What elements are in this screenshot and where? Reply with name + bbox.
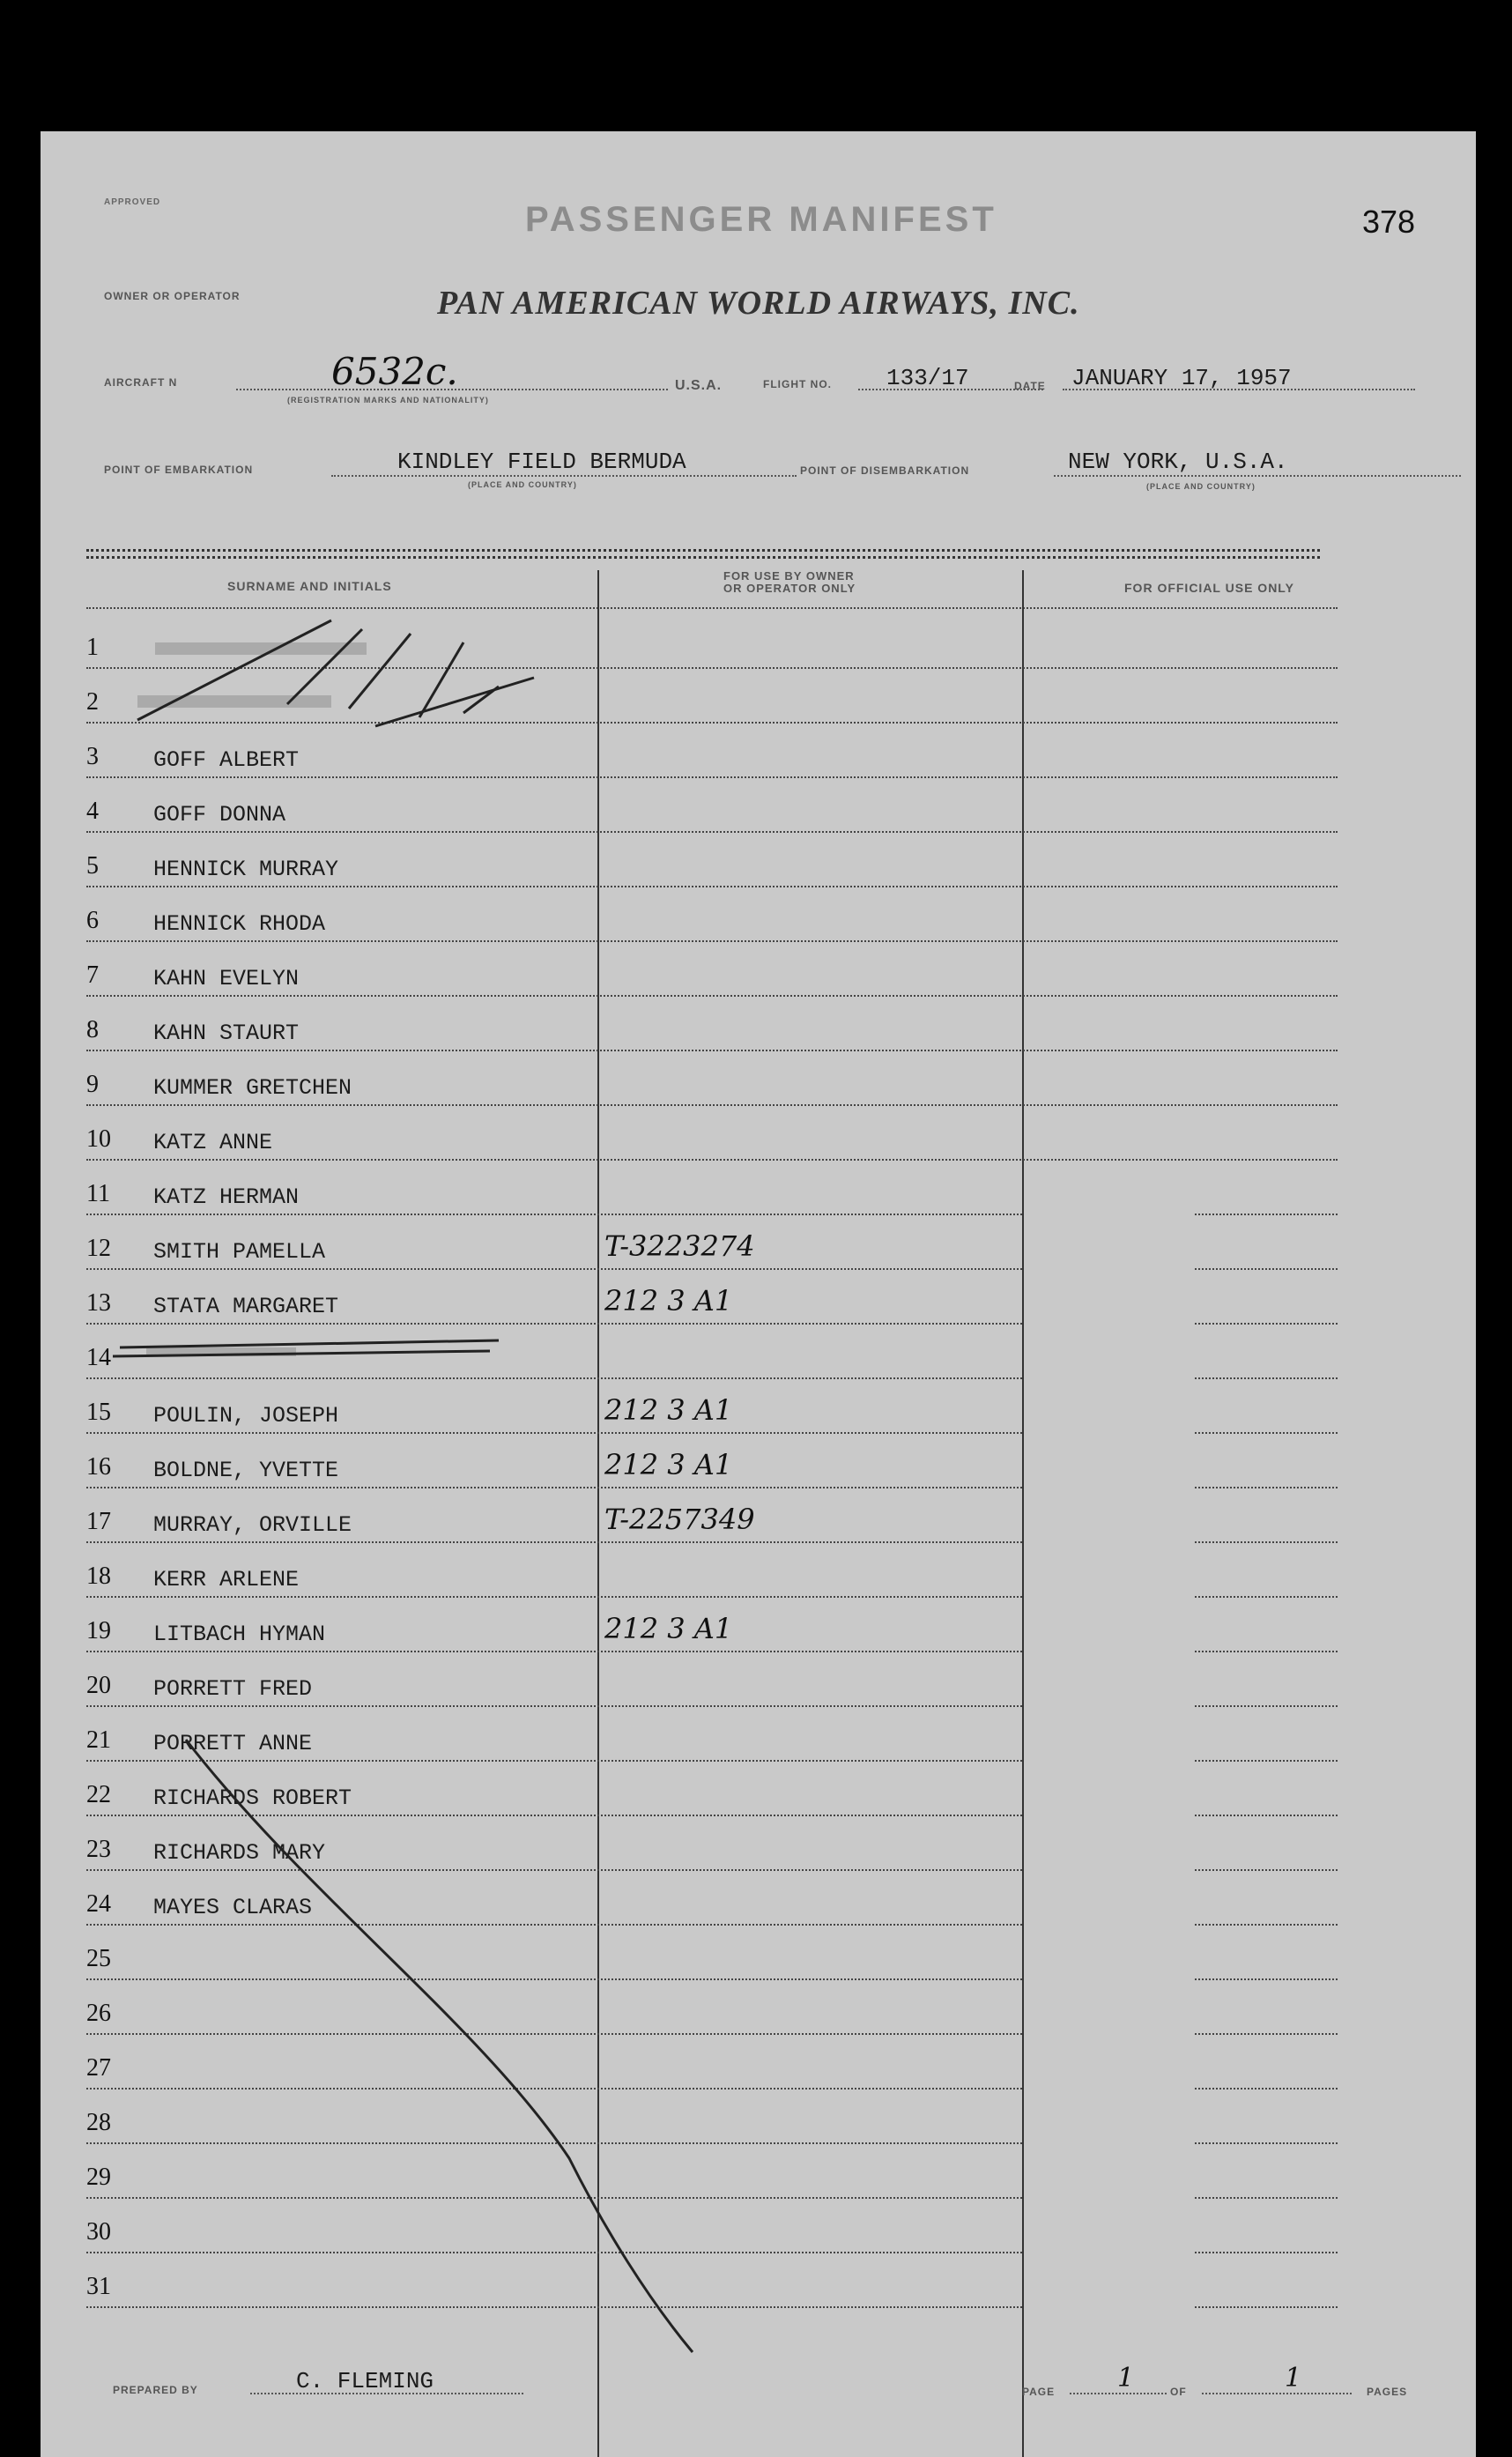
owner-use-code: 212 3 A1 [604, 1612, 733, 1645]
column-owner-use-1: FOR USE BY OWNER [723, 569, 855, 583]
row-number: 3 [86, 743, 99, 770]
row-number: 12 [86, 1235, 111, 1262]
passenger-name: KERR ARLENE [153, 1567, 300, 1592]
passenger-name: RICHARDS ROBERT [153, 1785, 352, 1811]
passenger-name: SMITH PAMELLA [153, 1239, 326, 1265]
row-number: 26 [86, 2000, 111, 2027]
passenger-name: GOFF DONNA [153, 802, 286, 828]
passenger-name: POULIN, JOSEPH [153, 1403, 339, 1429]
passenger-name: GOFF ALBERT [153, 747, 300, 773]
row-number: 25 [86, 1945, 111, 1972]
owner-use-code: T-3223274 [604, 1229, 755, 1263]
passenger-name: KATZ HERMAN [153, 1184, 300, 1210]
pen-marks [41, 131, 1476, 2457]
embark-value: KINDLEY FIELD BERMUDA [397, 449, 686, 475]
flight-label: FLIGHT NO. [763, 378, 832, 390]
prepared-value: C. FLEMING [296, 2368, 434, 2394]
prepared-label: PREPARED BY [113, 2384, 198, 2396]
row-number: 1 [86, 634, 99, 661]
page-number: 378 [1362, 204, 1416, 240]
row-number: 11 [86, 1180, 110, 1207]
page-label: PAGE [1022, 2386, 1056, 2398]
row-number: 27 [86, 2054, 111, 2082]
passenger-name: RICHARDS MARY [153, 1840, 326, 1866]
passenger-name: HENNICK RHODA [153, 911, 326, 937]
pages-label: PAGES [1367, 2386, 1408, 2398]
row-number: 10 [86, 1125, 111, 1153]
row-number: 2 [86, 688, 99, 716]
passenger-name: MAYES CLARAS [153, 1895, 313, 1920]
date-value: JANUARY 17, 1957 [1071, 365, 1292, 391]
row-number: 23 [86, 1836, 111, 1863]
row-number: 8 [86, 1016, 99, 1043]
aircraft-label: AIRCRAFT N [104, 376, 178, 389]
manifest-sheet [41, 131, 1476, 2457]
row-number: 14 [86, 1344, 111, 1371]
disembark-caption: (PLACE AND COUNTRY) [1146, 482, 1256, 491]
row-number: 29 [86, 2164, 111, 2191]
passenger-name: LITBACH HYMAN [153, 1622, 326, 1647]
row-number: 30 [86, 2218, 111, 2245]
row-number: 22 [86, 1781, 111, 1808]
column-surname: SURNAME AND INITIALS [227, 579, 392, 593]
flight-value: 133/17 [886, 365, 969, 391]
owner-use-code: 212 3 A1 [604, 1393, 733, 1427]
owner-use-code: T-2257349 [604, 1503, 755, 1536]
page-value: 1 [1117, 2363, 1135, 2394]
row-number: 15 [86, 1399, 111, 1426]
disembark-value: NEW YORK, U.S.A. [1068, 449, 1288, 475]
row-number: 5 [86, 852, 99, 880]
passenger-name: BOLDNE, YVETTE [153, 1458, 339, 1483]
passenger-name: PORRETT FRED [153, 1676, 313, 1702]
form-title: PASSENGER MANIFEST [525, 200, 997, 239]
date-label: DATE [1014, 380, 1046, 392]
passenger-name: PORRETT ANNE [153, 1731, 313, 1756]
of-line [1202, 2393, 1352, 2394]
passenger-name: KAHN STAURT [153, 1021, 300, 1046]
passenger-name: HENNICK MURRAY [153, 857, 339, 882]
column-owner-use-2: OR OPERATOR ONLY [723, 582, 856, 595]
of-value: 1 [1285, 2363, 1302, 2394]
row-number: 19 [86, 1617, 111, 1644]
usa-label: U.S.A. [675, 378, 723, 393]
registration-caption: (REGISTRATION MARKS AND NATIONALITY) [287, 396, 489, 405]
owner-value: PAN AMERICAN WORLD AIRWAYS, INC. [437, 285, 1080, 322]
embark-label: POINT OF EMBARKATION [104, 464, 254, 476]
row-number: 6 [86, 907, 99, 934]
owner-label: OWNER OR OPERATOR [104, 290, 241, 302]
row-number: 18 [86, 1563, 111, 1590]
row-number: 17 [86, 1508, 111, 1535]
column-official: FOR OFFICIAL USE ONLY [1124, 581, 1294, 595]
owner-use-code: 212 3 A1 [604, 1284, 733, 1318]
row-number: 31 [86, 2273, 111, 2300]
aircraft-value: 6532c. [331, 350, 458, 393]
row-number: 9 [86, 1071, 99, 1098]
row-number: 7 [86, 961, 99, 989]
row-number: 16 [86, 1453, 111, 1481]
passenger-name: STATA MARGARET [153, 1294, 339, 1319]
row-number: 13 [86, 1289, 111, 1317]
row-number: 20 [86, 1672, 111, 1699]
passenger-name: KAHN EVELYN [153, 966, 300, 991]
row-number: 24 [86, 1890, 111, 1918]
passenger-name: KATZ ANNE [153, 1130, 273, 1155]
approval-stamp: APPROVED [104, 197, 161, 207]
disembark-label: POINT OF DISEMBARKATION [800, 464, 970, 477]
embark-caption: (PLACE AND COUNTRY) [468, 480, 577, 489]
passenger-name: MURRAY, ORVILLE [153, 1512, 352, 1538]
passenger-name: KUMMER GRETCHEN [153, 1075, 352, 1101]
owner-use-code: 212 3 A1 [604, 1448, 733, 1481]
row-number: 21 [86, 1726, 111, 1754]
of-label: OF [1170, 2386, 1187, 2398]
row-number: 4 [86, 798, 99, 825]
row-number: 28 [86, 2109, 111, 2136]
